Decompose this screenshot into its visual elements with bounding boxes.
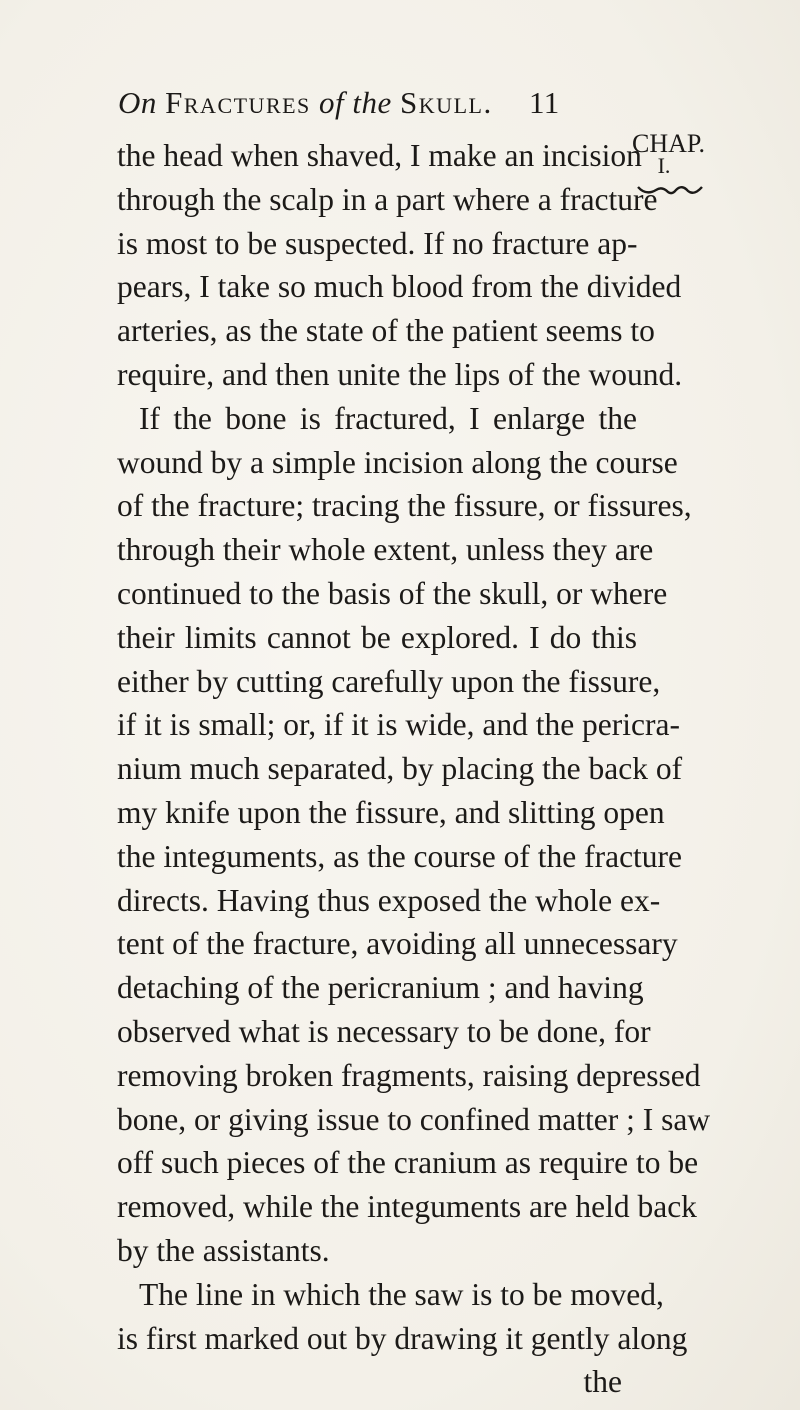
text-line: removed, while the integuments are held back	[117, 1189, 697, 1225]
running-head-on: On	[118, 85, 157, 120]
text-line: the head when shaved, I make an incision	[117, 138, 642, 173]
text-line: if it is small; or, if it is wide, and the pericra-	[117, 707, 680, 743]
text-line: The line in which the saw is to be moved,	[139, 1276, 664, 1312]
text-line: nium much separated, by placing the back of	[117, 751, 683, 787]
chapter-label: CHAP.	[632, 129, 705, 158]
text-line: If the bone is fractured, I enlarge the	[139, 400, 637, 436]
running-head-of-the: of the	[319, 85, 392, 120]
text-line: observed what is necessary to be done, for	[117, 1013, 651, 1049]
running-head-fractures: Fractures	[165, 85, 311, 120]
text-line: is first marked out by drawing it gently along	[117, 1320, 688, 1356]
text-line: through the scalp in a part where a fracture	[117, 181, 658, 217]
text-line: of the fracture; tracing the fissure, or fissures,	[117, 488, 692, 524]
text-line: directs. Having thus exposed the whole ex-	[117, 882, 661, 918]
text-line: off such pieces of the cranium as require to be	[117, 1145, 699, 1181]
text-line: is most to be suspected. If no fracture ap-	[117, 225, 638, 261]
text-line: wound by a simple incision along the course	[117, 444, 678, 480]
text-line: continued to the basis of the skull, or where	[117, 575, 668, 611]
text-line: either by cutting carefully upon the fissure,	[117, 663, 661, 699]
catchword: the	[583, 1364, 622, 1400]
text-line: detaching of the pericranium ; and having	[117, 970, 644, 1006]
text-line: arteries, as the state of the patient seems to	[117, 313, 655, 349]
text-line: their limits cannot be explored. I do this	[117, 619, 637, 655]
text-line: bone, or giving issue to confined matter ; I saw	[117, 1101, 711, 1137]
text-line: through their whole extent, unless they are	[117, 532, 654, 568]
text-line: the integuments, as the course of the fracture	[117, 838, 683, 874]
text-line: pears, I take so much blood from the divided	[117, 269, 682, 305]
chapter-number: I.	[657, 153, 671, 178]
running-head-skull: Skull.	[400, 85, 493, 120]
page-number: 11	[528, 85, 560, 120]
text-line: by the assistants.	[117, 1232, 330, 1268]
text-line: removing broken fragments, raising depressed	[117, 1057, 701, 1093]
text-line: my knife upon the fissure, and slitting open	[117, 794, 665, 830]
running-head	[118, 85, 560, 121]
text-line: require, and then unite the lips of the wound.	[117, 356, 683, 392]
text-line: tent of the fracture, avoiding all unnecessary	[117, 926, 678, 962]
